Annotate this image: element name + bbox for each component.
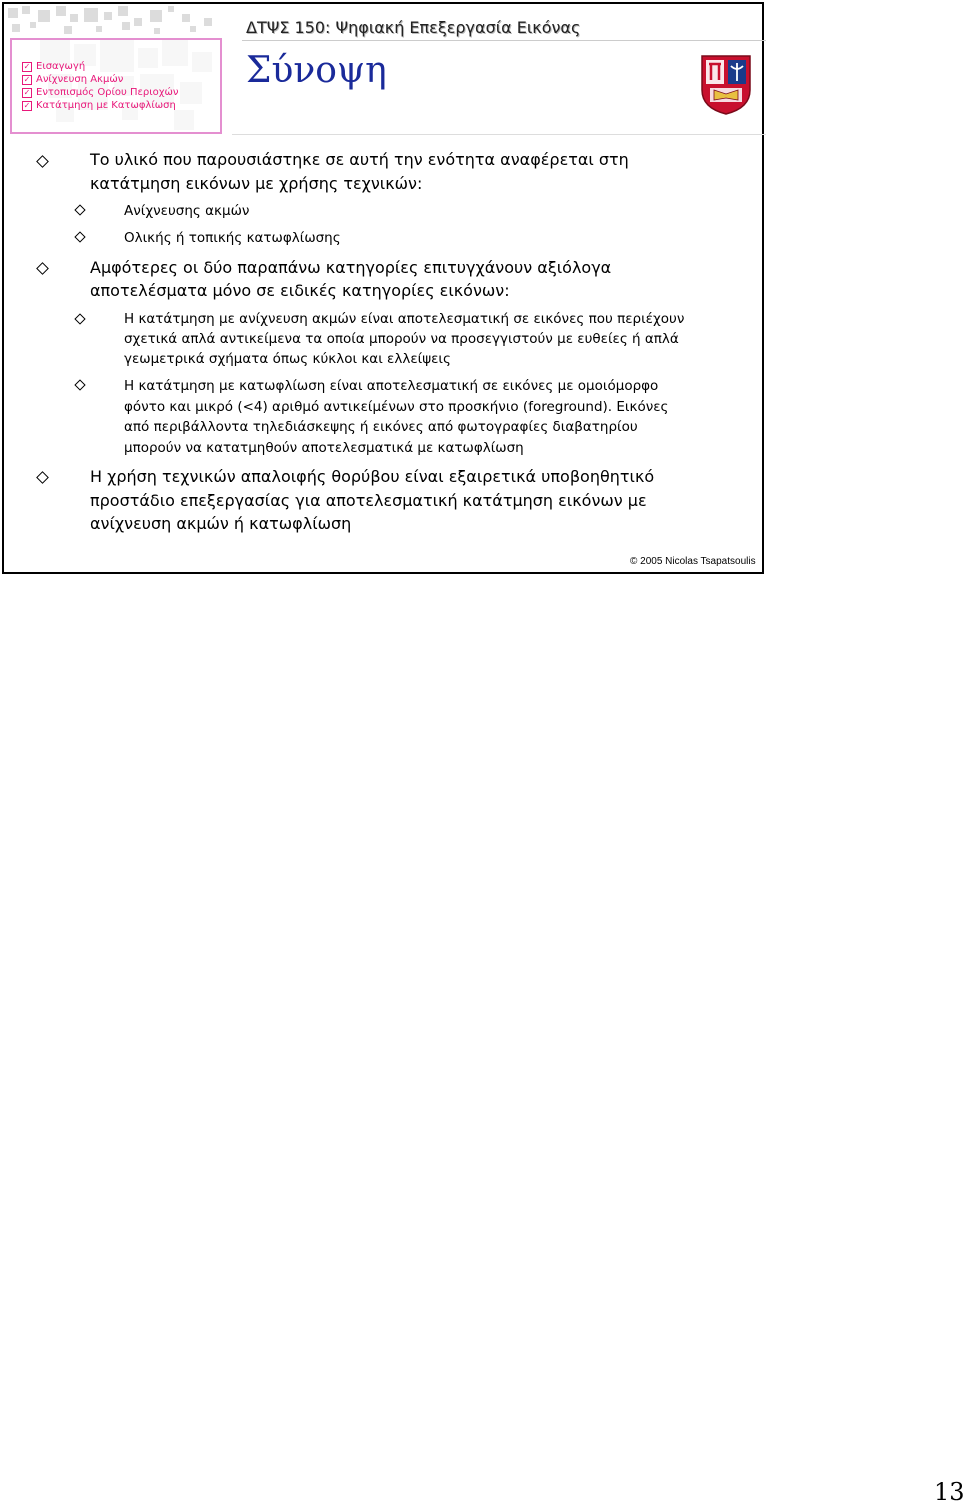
nav-item-intro[interactable] bbox=[22, 60, 179, 73]
sub-bullet-text: φόντο και μικρό (<4) αριθμό αντικείμένων στο προσκήνιο (foreground). Εικόνες bbox=[124, 399, 669, 415]
nav-item-label: Ανίχνευση Ακμών bbox=[36, 74, 124, 85]
university-crest-icon bbox=[700, 54, 752, 116]
header-divider bbox=[232, 134, 766, 135]
slide bbox=[2, 2, 764, 574]
checkbox-icon: ✓ bbox=[23, 88, 31, 97]
checkbox-icon: ✓ bbox=[23, 101, 31, 110]
checkbox-icon: ✓ bbox=[23, 62, 31, 71]
slide-title: Σύνοψη bbox=[246, 50, 387, 91]
bullet-text: Η χρήση τεχνικών απαλοιφής θορύβου είναι εξαιρετικά υποβοηθητικό bbox=[90, 467, 655, 486]
bullet-text: αποτελέσματα μόνο σε ειδικές κατηγορίες εικόνων: bbox=[90, 281, 510, 300]
diamond-bullet-icon bbox=[36, 155, 49, 168]
nav-item-label: Εντοπισμός Ορίου Περιοχών bbox=[36, 87, 179, 98]
diamond-bullet-icon bbox=[36, 471, 49, 484]
diamond-bullet-icon bbox=[74, 379, 85, 390]
sub-bullet-text: Ανίχνευσης ακμών bbox=[124, 203, 250, 219]
bullet-text: κατάτμηση εικόνων με χρήσης τεχνικών: bbox=[90, 174, 423, 193]
nav-item-region-boundary[interactable] bbox=[22, 86, 179, 99]
copyright-footer: © 2005 Nicolas Tsapatsoulis bbox=[630, 556, 756, 567]
sub-bullet-text: Η κατάτμηση με κατωφλίωση είναι αποτελεσματική σε εικόνες με ομοιόμορφο bbox=[124, 378, 659, 394]
course-title: ΔΤΨΣ 150: Ψηφιακή Επεξεργασία Εικόνας bbox=[246, 18, 581, 37]
section-nav bbox=[10, 38, 222, 134]
nav-item-edge-detection[interactable] bbox=[22, 73, 179, 86]
bullet-text: ανίχνευση ακμών ή κατωφλίωση bbox=[90, 514, 352, 533]
section-nav-list bbox=[22, 60, 179, 112]
nav-item-label: Εισαγωγή bbox=[36, 61, 86, 72]
diamond-bullet-icon bbox=[74, 204, 85, 215]
checkbox-icon: ✓ bbox=[23, 75, 31, 84]
diamond-bullet-icon bbox=[36, 262, 49, 275]
sub-bullet-text: Η κατάτμηση με ανίχνευση ακμών είναι αποτελεσματική σε εικόνες που περιέχουν bbox=[124, 311, 685, 327]
sub-bullet-text: από περιβάλλοντα τηλεδιάσκεψης ή εικόνες από φωτογραφίες διαβατηρίου bbox=[124, 419, 638, 435]
diamond-bullet-icon bbox=[74, 231, 85, 242]
sub-bullet-text: σχετικά απλά αντικείμενα τα οποία μπορούν να προσεγγιστούν με ευθείες ή απλά bbox=[124, 331, 679, 347]
sub-bullet-text: γεωμετρικά σχήματα όπως κύκλοι και ελλείψεις bbox=[124, 351, 451, 367]
nav-item-thresholding[interactable] bbox=[22, 99, 179, 112]
title-divider bbox=[242, 40, 766, 41]
bullet-text: Αμφότερες οι δύο παραπάνω κατηγορίες επιτυγχάνουν αξιόλογα bbox=[90, 258, 612, 277]
sub-bullet-text: Ολικής ή τοπικής κατωφλίωσης bbox=[124, 230, 341, 246]
nav-item-label: Κατάτμηση με Κατωφλίωση bbox=[36, 100, 176, 111]
diamond-bullet-icon bbox=[74, 313, 85, 324]
bullet-text: Το υλικό που παρουσιάστηκε σε αυτή την ενότητα αναφέρεται στη bbox=[90, 150, 629, 169]
sub-bullet-text: μπορούν να κατατμηθούν αποτελεσματικά με κατωφλίωση bbox=[124, 440, 524, 456]
page-number: 13 bbox=[934, 1478, 965, 1506]
bullet-text: προστάδιο επεξεργασίας για αποτελεσματική κατάτμηση εικόνων με bbox=[90, 491, 647, 510]
